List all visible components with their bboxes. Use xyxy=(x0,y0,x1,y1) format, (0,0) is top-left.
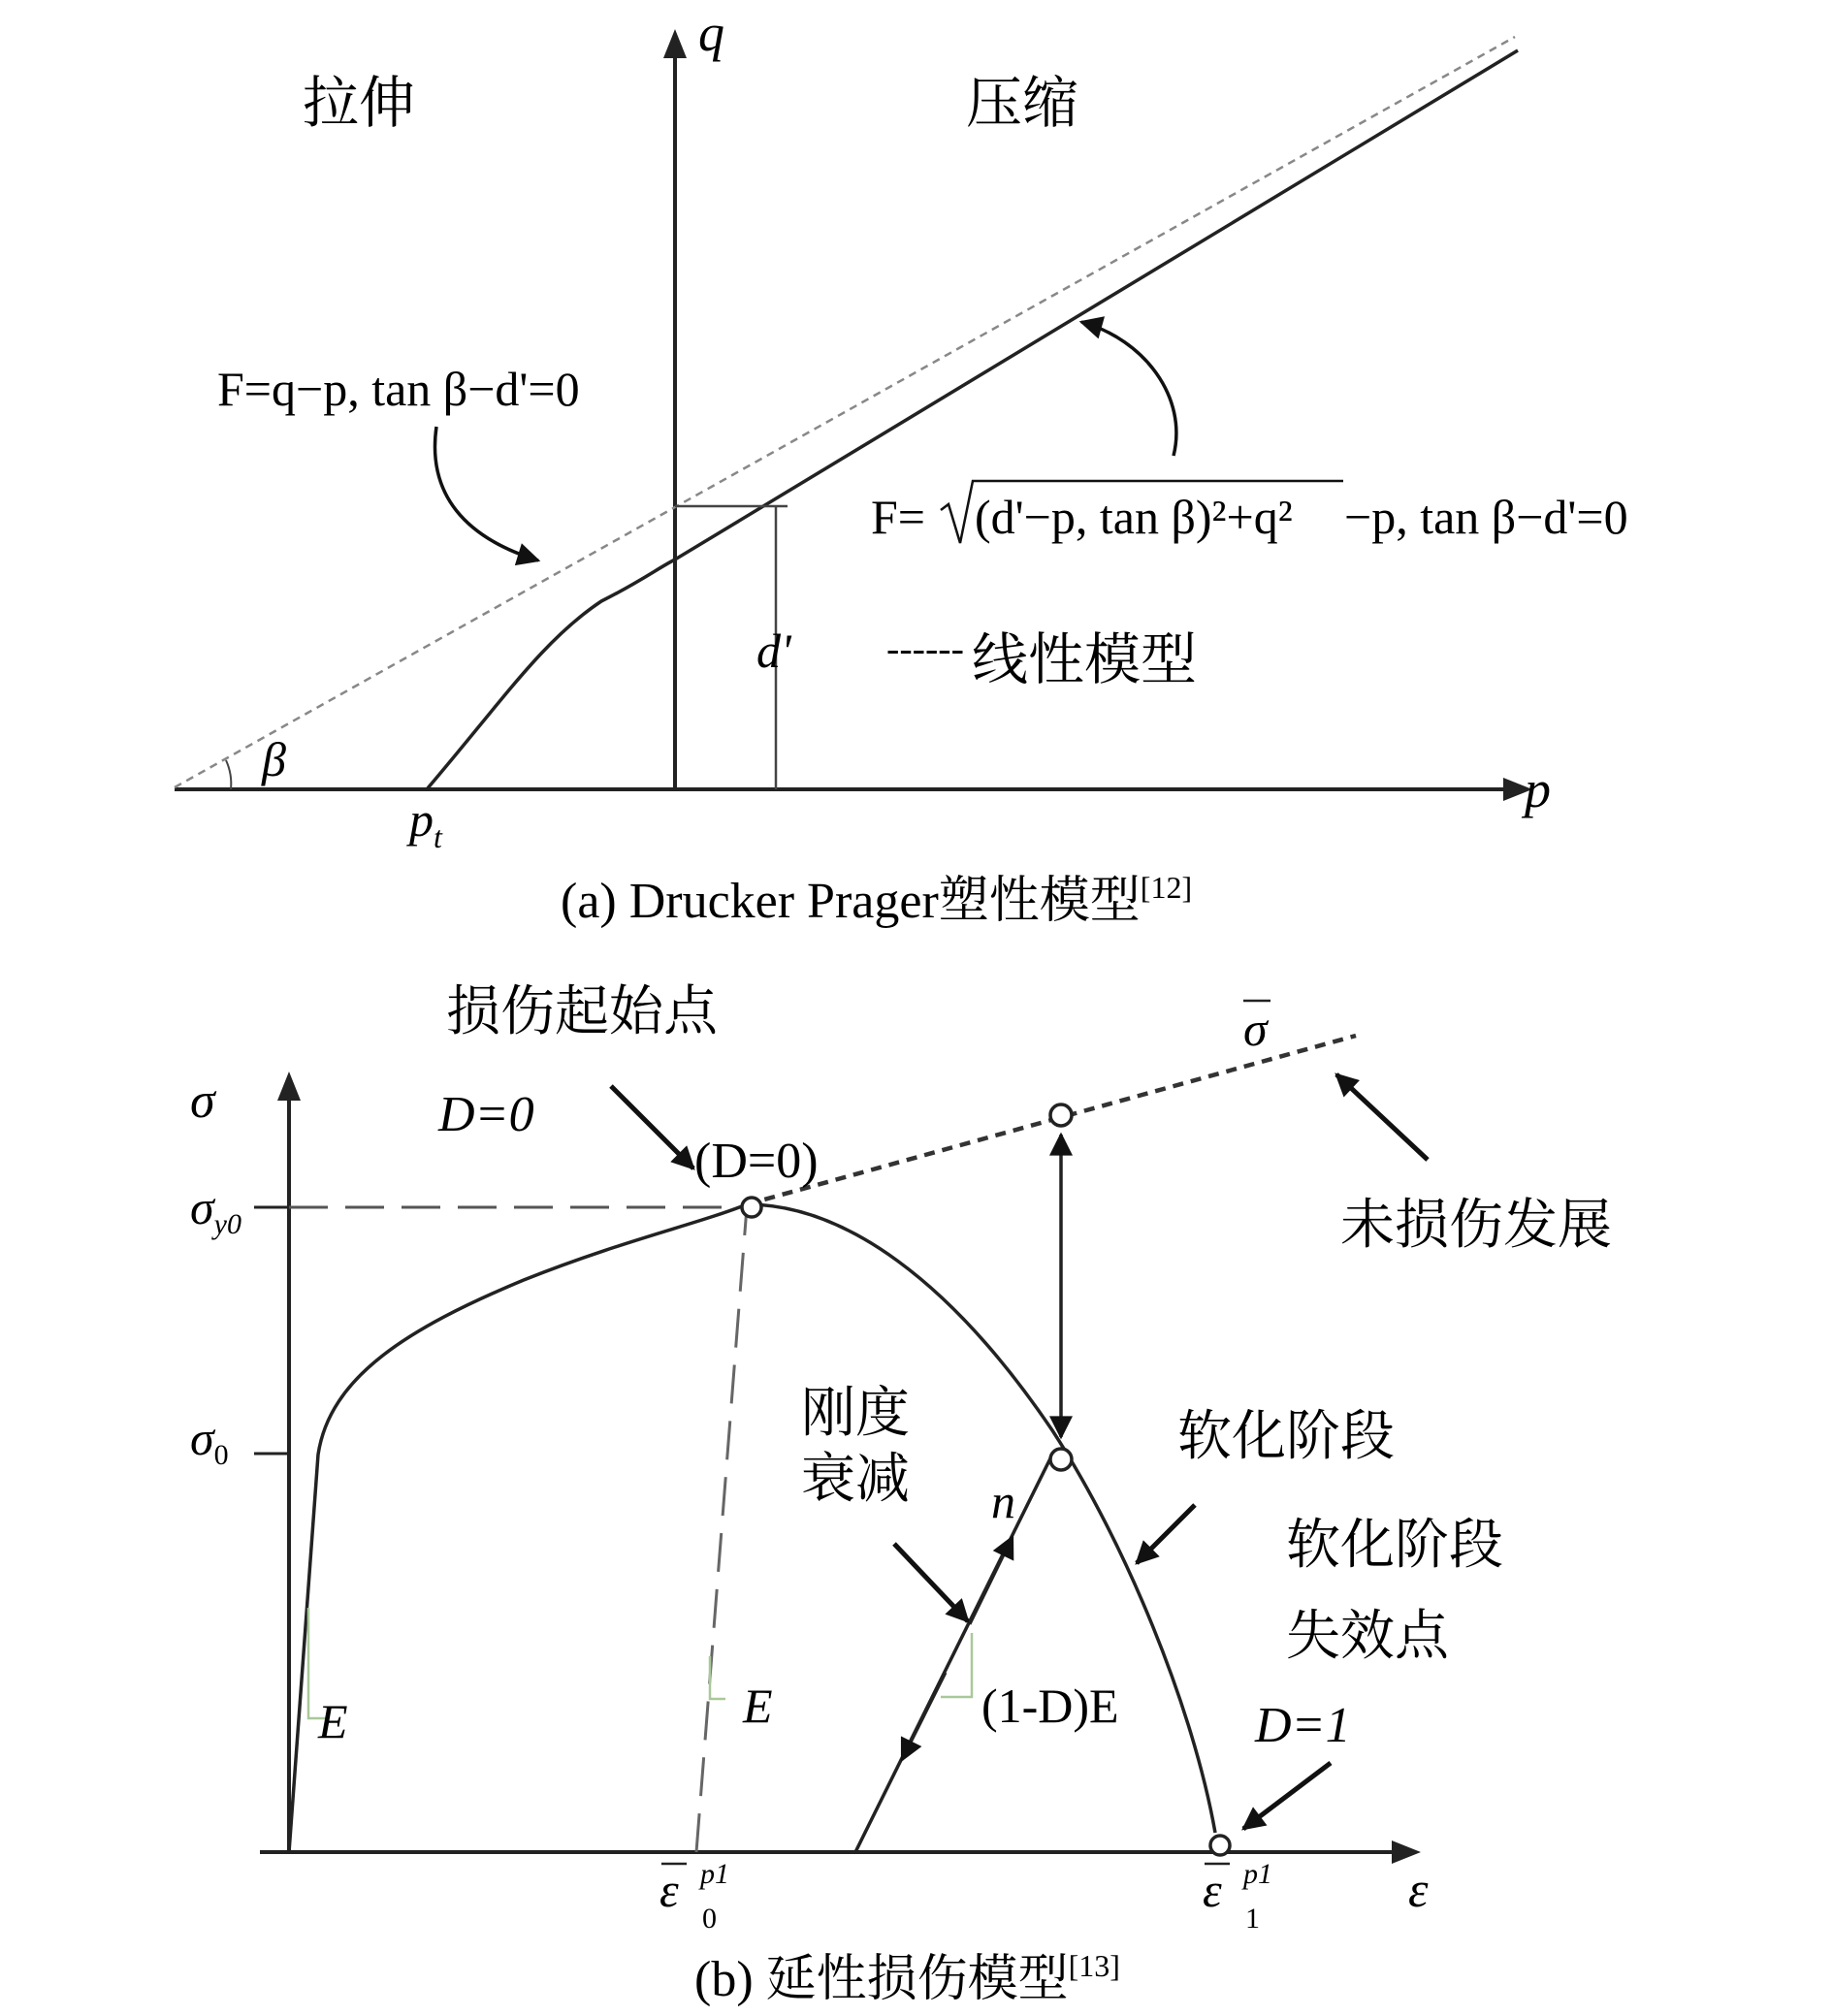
q-axis-label: q xyxy=(698,4,724,62)
unloading-arrow-up xyxy=(970,1537,1013,1624)
damaged-unloading-line xyxy=(855,1455,1052,1852)
compression-region-label: 压缩 xyxy=(966,72,1079,135)
linear-yield-equation: F=q−p, tan β−d'=0 xyxy=(217,362,580,416)
eps1-sub: 1 xyxy=(1245,1903,1260,1935)
failure-arrow xyxy=(1243,1763,1331,1829)
damage-onset-arrow xyxy=(611,1086,693,1168)
tension-region-label: 拉伸 xyxy=(303,72,416,135)
beta-label: β xyxy=(262,732,286,786)
eps1-tick-label xyxy=(1203,1858,1272,1935)
curve-equation-arrow xyxy=(1081,322,1176,456)
sigma-bar-text: σ xyxy=(1243,1002,1268,1056)
eps1-main: ε xyxy=(1203,1863,1222,1917)
hyperbolic-yield-equation xyxy=(871,481,1628,544)
panel-a-drucker-prager xyxy=(175,4,1628,929)
damage-onset-marker xyxy=(742,1198,761,1217)
n-label: n xyxy=(991,1474,1015,1528)
stress-strain-curve xyxy=(289,1204,1215,1852)
legend-linear-model-label: 线性模型 xyxy=(972,628,1198,691)
linear-equation-arrow xyxy=(434,427,538,560)
stiffness-label-line1: 刚度 xyxy=(801,1384,910,1444)
eps0-main: ε xyxy=(659,1863,679,1917)
caption-b: (b) 延性损伤模型[13] xyxy=(694,1948,1120,2007)
d-zero-point-label: (D=0) xyxy=(694,1134,819,1189)
sigma-0-label: $\sigma_0$ xyxy=(190,1411,229,1471)
p-axis-label: p xyxy=(1525,760,1551,818)
eps0-tick-label xyxy=(659,1858,729,1935)
elastic-unloading-dashed xyxy=(696,1207,747,1852)
slope-triangle-damaged xyxy=(941,1633,972,1697)
beta-angle-arc xyxy=(226,760,231,789)
legend-dash-sample: ------ xyxy=(886,626,964,670)
eps1-sup: p1 xyxy=(1243,1858,1272,1890)
curve-eq-radicand: (d'−p, tan β)²+q² xyxy=(975,490,1293,544)
curve-eq-prefix: F= xyxy=(871,490,926,544)
panel-b-ductile-damage xyxy=(190,982,1612,2007)
d-prime-label: d' xyxy=(756,624,791,678)
caption-a: (a) Drucker Prager塑性模型[12] xyxy=(561,870,1193,929)
softening-label-2: 软化阶段 xyxy=(1286,1516,1503,1576)
softening-arrow xyxy=(1137,1505,1195,1563)
d-zero-left-label: D=0 xyxy=(438,1087,534,1142)
sigma-bar-label xyxy=(1243,1001,1270,1056)
failure-point-marker xyxy=(1210,1836,1230,1855)
stress-axis-label: σ xyxy=(190,1073,215,1129)
eps0-sup: p1 xyxy=(700,1858,729,1890)
pt-label: $p_t$ xyxy=(409,792,442,854)
sigma-y0-label: $\sigma_{y0}$ xyxy=(190,1180,241,1240)
e-label-mid: E xyxy=(743,1679,773,1733)
d-one-label: D=1 xyxy=(1255,1698,1351,1753)
q-axis-arrowhead xyxy=(663,29,687,58)
damaged-modulus-label: (1-D)E xyxy=(981,1679,1119,1733)
undamaged-stress-marker xyxy=(1050,1104,1072,1126)
strain-axis-label: ε xyxy=(1408,1863,1429,1918)
softening-label-1: 软化阶段 xyxy=(1177,1407,1395,1467)
failure-point-label: 失效点 xyxy=(1286,1607,1449,1667)
unloading-arrow-down xyxy=(902,1673,946,1760)
damage-onset-label: 损伤起始点 xyxy=(446,982,718,1042)
curve-eq-suffix: −p, tan β−d'=0 xyxy=(1344,490,1628,544)
undamaged-evolution-arrow xyxy=(1336,1074,1428,1160)
stiffness-degradation-arrow xyxy=(894,1544,968,1621)
strain-axis-arrowhead xyxy=(1392,1840,1421,1864)
e-label-left: E xyxy=(318,1694,348,1748)
stress-axis-arrowhead xyxy=(277,1072,301,1101)
current-state-marker xyxy=(1050,1449,1072,1470)
eps0-sub: 0 xyxy=(702,1903,717,1935)
undamaged-evolution-label: 未损伤发展 xyxy=(1340,1196,1612,1256)
stiffness-label-line2: 衰减 xyxy=(801,1450,910,1510)
